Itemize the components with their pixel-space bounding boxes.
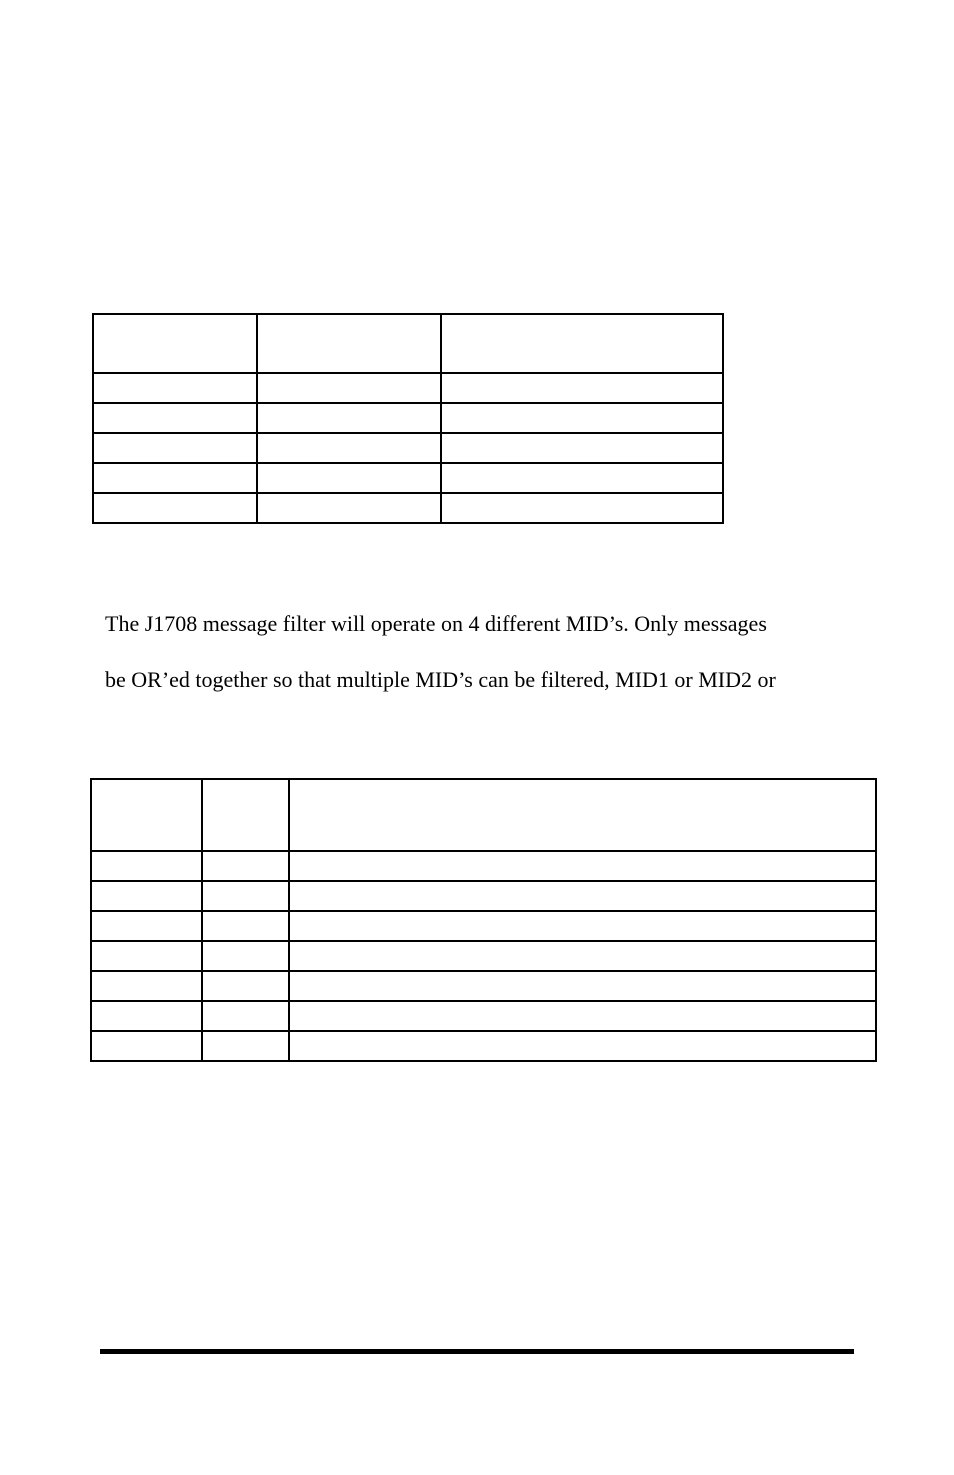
table-bottom: [90, 778, 877, 1062]
table-row: [91, 971, 876, 1001]
table-cell: [202, 971, 289, 1001]
table-row: [91, 941, 876, 971]
table-row: [93, 373, 723, 403]
table-cell: [257, 373, 441, 403]
paragraph-line: be OR’ed together so that multiple MID’s can be filtered, MID1 or MID2 or: [105, 667, 776, 692]
table-row: [91, 1031, 876, 1061]
table-cell: [289, 971, 876, 1001]
table-cell: [202, 911, 289, 941]
table-row: [91, 851, 876, 881]
table-cell: [93, 373, 257, 403]
table-header-row: [91, 779, 876, 851]
table-cell: [441, 373, 723, 403]
table-cell: [91, 1001, 202, 1031]
table-cell: [289, 779, 876, 851]
table-row: [91, 1001, 876, 1031]
footer-rule: [100, 1349, 854, 1354]
table-cell: [289, 881, 876, 911]
table-cell: [91, 971, 202, 1001]
table-cell: [289, 1031, 876, 1061]
table-cell: [202, 941, 289, 971]
table-row: [91, 911, 876, 941]
table-cell: [289, 911, 876, 941]
table-cell: [289, 1001, 876, 1031]
table-cell: [91, 851, 202, 881]
table-cell: [441, 463, 723, 493]
table-row: [91, 881, 876, 911]
table-cell: [93, 433, 257, 463]
table-row: [93, 403, 723, 433]
table-cell: [93, 314, 257, 373]
table-cell: [257, 314, 441, 373]
table-cell: [441, 403, 723, 433]
table-cell: [257, 433, 441, 463]
table-row: [93, 463, 723, 493]
table-cell: [91, 779, 202, 851]
table-cell: [257, 493, 441, 523]
table-cell: [257, 403, 441, 433]
table-cell: [257, 463, 441, 493]
table-cell: [441, 433, 723, 463]
table-cell: [289, 941, 876, 971]
table-cell: [202, 1031, 289, 1061]
table-row: [93, 433, 723, 463]
table-cell: [93, 463, 257, 493]
table-row: [93, 493, 723, 523]
table-cell: [202, 881, 289, 911]
table-cell: [91, 941, 202, 971]
table-cell: [289, 851, 876, 881]
paragraph-line: The J1708 message filter will operate on 4 different MID’s. Only messages: [105, 611, 767, 636]
table-cell: [202, 1001, 289, 1031]
table-cell: [93, 493, 257, 523]
table-header-row: [93, 314, 723, 373]
table-cell: [91, 911, 202, 941]
table-cell: [441, 493, 723, 523]
table-cell: [91, 1031, 202, 1061]
table-cell: [93, 403, 257, 433]
table-cell: [202, 779, 289, 851]
table-cell: [441, 314, 723, 373]
table-cell: [202, 851, 289, 881]
table-cell: [91, 881, 202, 911]
table-top: [92, 313, 724, 524]
